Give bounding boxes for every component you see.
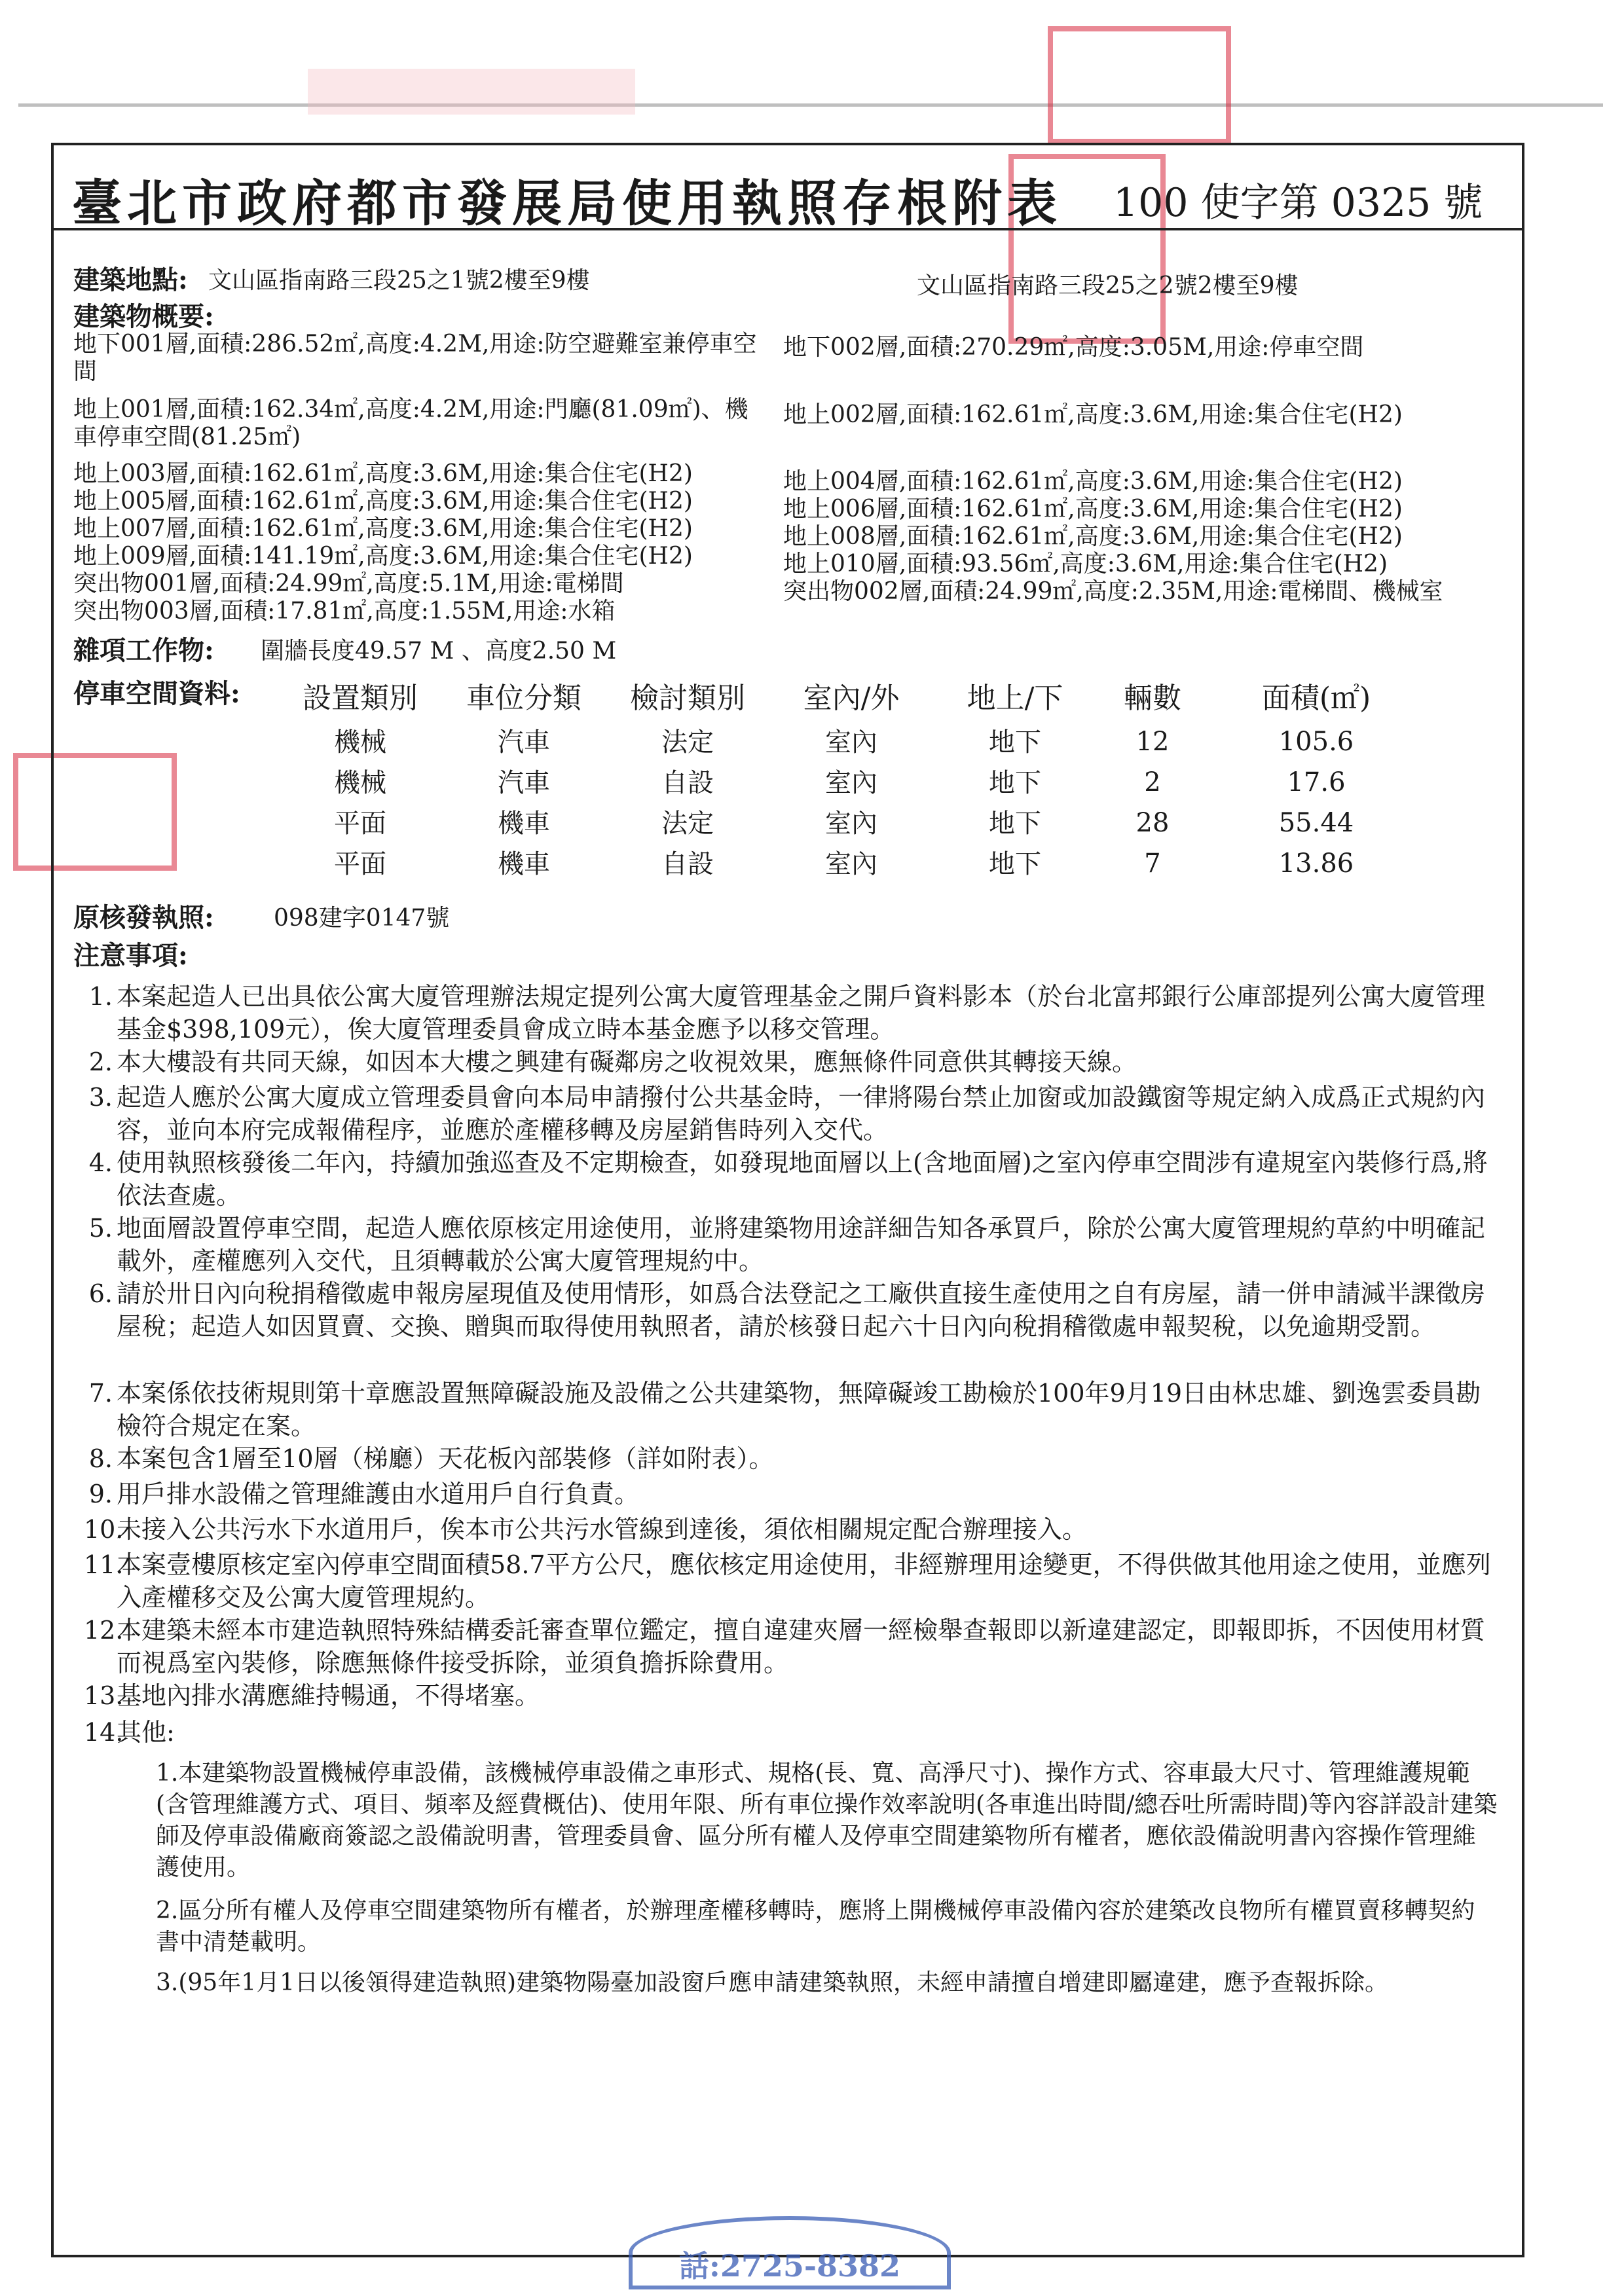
note-text: 本案壹樓原核定室內停車空間面積58.7平方公尺，應依核定用途使用，非經辦理用途變更，不得供做其他用途之使用，並應列入產權移交及公寓大廈管理規約。 xyxy=(117,1550,1491,1612)
floor-right-8f: 地上008層,面積:162.61㎡,高度:3.6M,用途:集合住宅(H2) xyxy=(783,523,1403,550)
note-item-8 xyxy=(88,1442,1498,1475)
parking-cell: 法定 xyxy=(661,809,714,839)
parking-cell: 地下 xyxy=(989,809,1041,839)
note-item-14 xyxy=(84,1716,1498,1749)
note-number: 3. xyxy=(88,1083,113,1112)
note-text: 本大樓設有共同天線，如因本大樓之興建有礙鄰房之收視效果，應無條件同意供其轉接天線。 xyxy=(117,1048,1137,1076)
floor-right-6f: 地上006層,面積:162.61㎡,高度:3.6M,用途:集合住宅(H2) xyxy=(783,496,1403,522)
note-text: 本案起造人已出具依公寓大廈管理辦法規定提列公寓大廈管理基金之開戶資料影本（於台北富邦銀行公庫部提列公寓大廈管理基金$398,109元），俟大廈管理委員會成立時本基金應予以移交管理。 xyxy=(117,982,1486,1044)
parking-cell: 自設 xyxy=(661,768,714,798)
others-item-3: 3.(95年1月1日以後領得建造執照)建築物陽臺加設窗戶應申請建築執照，未經申請擅自增建即屬違建，應予查報拆除。 xyxy=(156,1969,1389,1996)
parking-cell: 機車 xyxy=(498,849,550,879)
note-number: 4. xyxy=(88,1148,113,1177)
parking-header-indoor: 室內/外 xyxy=(803,682,900,715)
note-item-1 xyxy=(88,980,1498,1046)
note-text: 其他: xyxy=(117,1718,175,1747)
notes-label: 注意事項: xyxy=(73,940,188,971)
top-rule xyxy=(18,103,1603,107)
note-text: 本案係依技術規則第十章應設置無障礙設施及設備之公共建築物，無障礙竣工勘檢於100年9月19日由林忠雄、劉逸雲委員勘檢符合規定在案。 xyxy=(117,1379,1481,1440)
parking-cell: 2 xyxy=(1144,767,1161,797)
bottom-phone-seal-stamp xyxy=(629,2216,951,2289)
parking-cell: 平面 xyxy=(334,849,386,879)
note-item-5 xyxy=(88,1212,1498,1277)
note-number: 9. xyxy=(88,1480,113,1508)
parking-cell: 105.6 xyxy=(1278,727,1354,757)
misc-works-label: 雜項工作物: xyxy=(73,635,214,666)
floor-right-10f: 地上010層,面積:93.56㎡,高度:3.6M,用途:集合住宅(H2) xyxy=(783,551,1388,577)
parking-header-type: 設置類別 xyxy=(303,682,418,715)
others-item-2: 2.區分所有權人及停車空間建築物所有權者，於辦理產權移轉時，應將上開機械停車設備內容於建築改良物所有權買賣移轉契約書中清楚載明。 xyxy=(156,1897,1475,1956)
note-item-7 xyxy=(88,1377,1498,1442)
floor-right-rf2: 突出物002層,面積:24.99㎡,高度:2.35M,用途:電梯間、機械室 xyxy=(783,578,1443,605)
note-number: 11. xyxy=(84,1550,124,1579)
parking-cell: 17.6 xyxy=(1287,767,1346,797)
parking-cell: 13.86 xyxy=(1278,848,1354,879)
parking-header-review: 檢討類別 xyxy=(630,682,745,715)
parking-cell: 室內 xyxy=(825,768,877,798)
note-item-4 xyxy=(88,1146,1498,1212)
location-address-2: 文山區指南路三段25之2號2樓至9樓 xyxy=(917,272,1299,299)
parking-cell: 室內 xyxy=(825,809,877,839)
parking-cell: 7 xyxy=(1144,848,1161,879)
note-number: 10. xyxy=(84,1515,124,1544)
parking-cell: 室內 xyxy=(825,849,877,879)
note-item-2 xyxy=(88,1046,1498,1078)
floor-left-7f: 地上007層,面積:162.61㎡,高度:3.6M,用途:集合住宅(H2) xyxy=(73,515,693,542)
misc-works-value: 圍牆長度49.57 M 、高度2.50 M xyxy=(261,638,617,665)
parking-cell: 機械 xyxy=(334,768,386,798)
note-number: 14. xyxy=(84,1718,124,1747)
original-permit-value: 098建字0147號 xyxy=(274,905,450,932)
parking-label: 停車空間資料: xyxy=(73,678,240,709)
note-item-13 xyxy=(84,1679,1498,1712)
note-number: 5. xyxy=(88,1214,113,1243)
note-item-9 xyxy=(88,1478,1498,1510)
floor-right-b2: 地下002層,面積:270.29㎡,高度:3.05M,用途:停車空間 xyxy=(783,334,1364,361)
floor-left-b1: 地下001層,面積:286.52㎡,高度:4.2M,用途:防空避難室兼停車空間 xyxy=(73,331,757,385)
floor-left-9f: 地上009層,面積:141.19㎡,高度:3.6M,用途:集合住宅(H2) xyxy=(73,543,693,570)
floor-right-2f: 地上002層,面積:162.61㎡,高度:3.6M,用途:集合住宅(H2) xyxy=(783,401,1403,428)
top-faded-stamp xyxy=(308,69,635,115)
parking-cell: 機車 xyxy=(498,809,550,839)
note-number: 12. xyxy=(84,1616,124,1645)
note-text: 使用執照核發後二年內，持續加強巡查及不定期檢查，如發現地面層以上(含地面層)之室內停車空間涉有違規室內裝修行爲,將依法查處。 xyxy=(117,1148,1488,1210)
floor-left-rf3: 突出物003層,面積:17.81㎡,高度:1.55M,用途:水箱 xyxy=(73,598,616,625)
note-text: 地面層設置停車空間，起造人應依原核定用途使用，並將建築物用途詳細告知各承買戶，除於公寓大廈管理規約草約中明確記載外，產權應列入交代，且須轉載於公寓大廈管理規約中。 xyxy=(117,1214,1486,1275)
permit-number: 100 使字第 0325 號 xyxy=(1113,180,1483,226)
parking-header-area: 面積(㎡) xyxy=(1261,682,1371,715)
floor-right-4f: 地上004層,面積:162.61㎡,高度:3.6M,用途:集合住宅(H2) xyxy=(783,468,1403,495)
parking-cell: 機械 xyxy=(334,727,386,757)
parking-cell: 汽車 xyxy=(498,768,550,798)
parking-cell: 汽車 xyxy=(498,727,550,757)
top-right-seal-stamp xyxy=(1048,26,1231,144)
floor-left-rf1: 突出物001層,面積:24.99㎡,高度:5.1M,用途:電梯間 xyxy=(73,570,624,597)
document-title: 臺北市政府都市發展局使用執照存根附表 xyxy=(72,174,1062,232)
note-text: 本案包含1層至10層（梯廳）天花板內部裝修（詳如附表）。 xyxy=(117,1444,774,1473)
note-text: 基地內排水溝應維持暢通，不得堵塞。 xyxy=(117,1681,540,1710)
parking-cell: 地下 xyxy=(989,849,1041,879)
note-number: 7. xyxy=(88,1379,113,1408)
parking-cell: 平面 xyxy=(334,809,386,839)
note-item-3 xyxy=(88,1081,1498,1146)
note-text: 用戶排水設備之管理維護由水道用戶自行負責。 xyxy=(117,1480,640,1508)
parking-header-count: 輛數 xyxy=(1124,682,1181,715)
overview-label: 建築物概要: xyxy=(73,301,214,332)
note-text: 未接入公共污水下水道用戶，俟本市公共污水管線到達後，須依相關規定配合辦理接入。 xyxy=(117,1515,1088,1544)
parking-header-category: 車位分類 xyxy=(466,682,581,715)
others-item-1: 1.本建築物設置機械停車設備，該機械停車設備之車形式、規格(長、寬、高淨尺寸)、操作方式、容車最大尺寸、管理維護規範(含管理維護方式、項目、頻率及經費概估)、使用年限、所有車位操作效率說明(各車進出時間/總吞吐所需時間)等內容詳設計建築師及停車設備廠商簽認之設備說明書，管理委員會、區分所有權人及停車空間建築物所有權者，應依設備說明書內容操作管理維護使用。 xyxy=(156,1760,1498,1881)
parking-cell: 28 xyxy=(1135,808,1170,838)
parking-cell: 12 xyxy=(1135,727,1170,757)
floor-left-5f: 地上005層,面積:162.61㎡,高度:3.6M,用途:集合住宅(H2) xyxy=(73,488,693,515)
note-number: 6. xyxy=(88,1279,113,1308)
note-number: 1. xyxy=(88,982,113,1011)
note-item-11 xyxy=(84,1548,1498,1614)
note-number: 8. xyxy=(88,1444,113,1473)
parking-cell: 55.44 xyxy=(1278,808,1354,838)
parking-cell: 地下 xyxy=(989,768,1041,798)
original-permit-label: 原核發執照: xyxy=(73,902,214,933)
floor-left-1f: 地上001層,面積:162.34㎡,高度:4.2M,用途:門廳(81.09㎡)、機車停車空間(81.25㎡) xyxy=(73,396,748,450)
note-number: 13. xyxy=(84,1681,124,1710)
location-address-1: 文山區指南路三段25之1號2樓至9樓 xyxy=(208,267,590,294)
note-text: 本建築未經本市建造執照特殊結構委託審查單位鑑定，擅自違建夾層一經檢舉查報即以新違建認定，即報即拆，不因使用材質而視爲室內裝修，除應無條件接受拆除，並須負擔拆除費用。 xyxy=(117,1616,1486,1677)
note-item-12 xyxy=(84,1614,1498,1679)
location-label: 建築地點: xyxy=(73,264,188,295)
parking-cell: 室內 xyxy=(825,727,877,757)
floor-left-3f: 地上003層,面積:162.61㎡,高度:3.6M,用途:集合住宅(H2) xyxy=(73,460,693,487)
parking-cell: 自設 xyxy=(661,849,714,879)
note-text: 起造人應於公寓大廈成立管理委員會向本局申請撥付公共基金時，一律將陽台禁止加窗或加設鐵窗等規定納入成爲正式規約內容，並向本府完成報備程序，並應於產權移轉及房屋銷售時列入交代。 xyxy=(117,1083,1486,1144)
note-item-10 xyxy=(84,1513,1498,1546)
parking-header-level: 地上/下 xyxy=(967,682,1063,715)
parking-cell: 地下 xyxy=(989,727,1041,757)
note-number: 2. xyxy=(88,1048,113,1076)
note-text: 請於卅日內向稅捐稽徵處申報房屋現值及使用情形，如爲合法登記之工廠供直接生產使用之自有房屋，請一併申請減半課徵房屋稅；起造人如因買賣、交換、贈與而取得使用執照者，請於核發日起六十日內向稅捐稽徵處申報契稅，以免逾期受罰。 xyxy=(117,1279,1486,1341)
note-item-6 xyxy=(88,1277,1498,1343)
seal-phone-text: 話:2725-8382 xyxy=(678,2248,901,2284)
parking-cell: 法定 xyxy=(661,727,714,757)
